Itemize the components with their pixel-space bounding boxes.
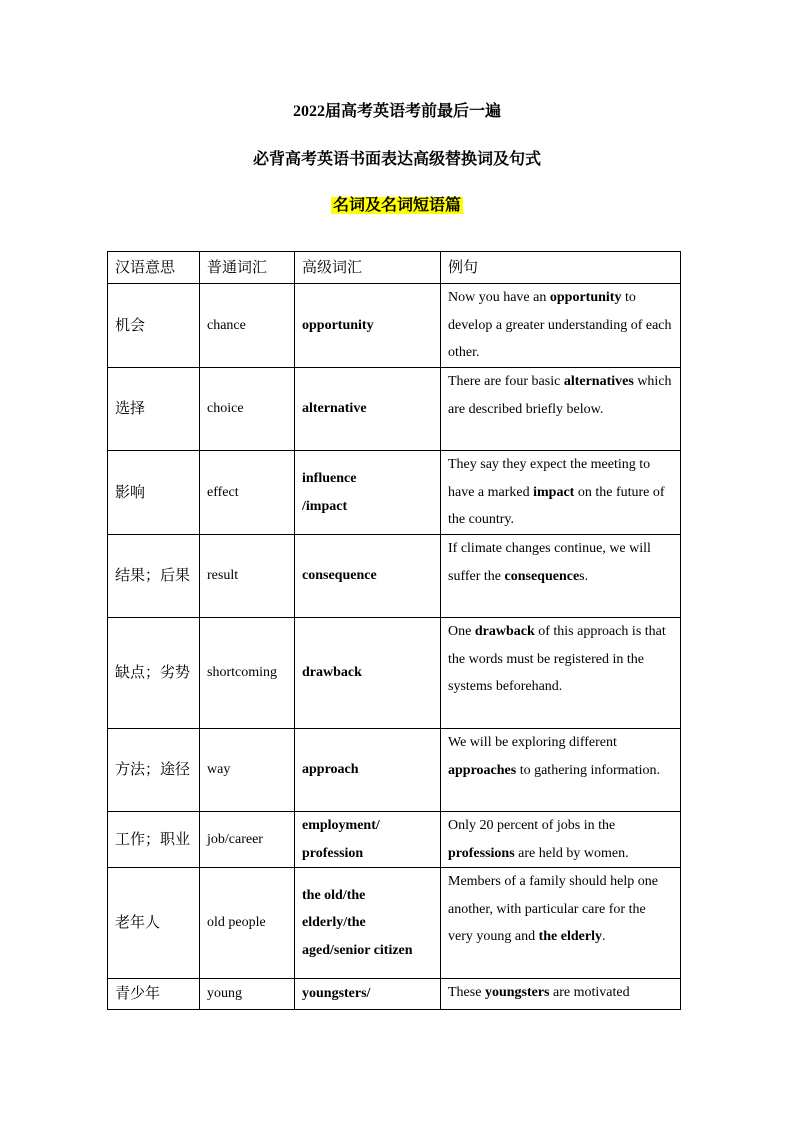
advanced-word-part: profession — [302, 845, 364, 861]
example-sentence — [441, 451, 681, 535]
example-text: of this approach is that the words must be registered in the systems beforehand. — [448, 624, 666, 694]
document-subtitle: 必背高考英语书面表达高级替换词及句式 — [252, 151, 541, 168]
example-text: are motivated — [549, 985, 630, 1000]
advanced-word-part: youngsters/ — [302, 986, 371, 1002]
common-word: result — [200, 535, 295, 618]
table-row — [108, 368, 681, 451]
common-word: shortcoming — [200, 618, 295, 729]
table-header-row — [108, 252, 681, 284]
chinese-meaning: 方法；途径 — [108, 729, 200, 812]
table-row — [108, 979, 681, 1010]
example-sentence — [441, 284, 681, 368]
example-text: Members of a family should help one another, with particular care for the very young and — [448, 874, 658, 944]
example-text: If climate changes continue, we will suffer the — [448, 541, 651, 584]
chinese-meaning: 缺点；劣势 — [108, 618, 200, 729]
chinese-meaning: 选择 — [108, 368, 200, 451]
common-word: choice — [200, 368, 295, 451]
advanced-word-part: consequence — [302, 568, 377, 584]
example-sentence — [441, 979, 681, 1010]
table-row — [108, 535, 681, 618]
example-sentence — [441, 729, 681, 812]
example-text: are held by women. — [514, 845, 629, 861]
advanced-word-part: aged/senior citizen — [302, 942, 413, 958]
chinese-meaning: 老年人 — [108, 868, 200, 979]
example-keyword: impact — [533, 484, 575, 500]
example-keyword: opportunity — [549, 290, 622, 305]
example-sentence — [441, 368, 681, 451]
advanced-word-part: employment/ — [302, 818, 380, 833]
common-word: effect — [200, 451, 295, 535]
example-keyword: professions — [448, 845, 515, 861]
common-word: old people — [200, 868, 295, 979]
example-text: Only 20 percent of jobs in the — [448, 818, 616, 833]
example-text: One — [448, 624, 475, 639]
advanced-word-part: drawback — [302, 665, 362, 681]
header-common-word: 普通词汇 — [200, 252, 295, 284]
advanced-word-part: opportunity — [302, 317, 374, 333]
example-keyword: consequence — [504, 568, 580, 584]
example-sentence — [441, 868, 681, 979]
header-example: 例句 — [441, 252, 681, 284]
advanced-word — [295, 812, 441, 868]
advanced-word-part: approach — [302, 762, 359, 778]
example-text: We will be exploring different — [448, 735, 617, 750]
section-title-highlight: 名词及名词短语篇 — [332, 197, 461, 214]
document-title: 2022届高考英语考前最后一遍 — [292, 103, 501, 120]
advanced-word-part: elderly/the — [302, 915, 366, 931]
chinese-meaning: 机会 — [108, 284, 200, 368]
advanced-word — [295, 368, 441, 451]
table-row — [108, 284, 681, 368]
common-word: chance — [200, 284, 295, 368]
example-keyword: approaches — [448, 762, 517, 778]
advanced-word — [295, 451, 441, 535]
example-sentence — [441, 812, 681, 868]
header-chinese-meaning: 汉语意思 — [108, 252, 200, 284]
table-row — [108, 729, 681, 812]
advanced-word — [295, 729, 441, 812]
vocabulary-table — [107, 251, 681, 1010]
example-keyword: the elderly — [538, 929, 602, 944]
table-row — [108, 618, 681, 729]
example-text: to develop a greater understanding of each other. — [448, 290, 672, 360]
example-text: which are described briefly below. — [448, 374, 672, 417]
table-row — [108, 868, 681, 979]
advanced-word — [295, 868, 441, 979]
advanced-word — [295, 284, 441, 368]
example-text: on the future of the country. — [448, 484, 665, 527]
advanced-word-part: the old/the — [302, 887, 366, 903]
common-word: job/career — [200, 812, 295, 868]
example-text: Now you have an — [448, 290, 550, 305]
chinese-meaning: 影响 — [108, 451, 200, 535]
advanced-word — [295, 618, 441, 729]
example-keyword: alternatives — [563, 374, 634, 389]
example-sentence — [441, 535, 681, 618]
section-title — [0, 192, 794, 215]
advanced-word-part: influence — [302, 471, 357, 486]
table-row — [108, 812, 681, 868]
header-advanced-word: 高级词汇 — [295, 252, 441, 284]
common-word: young — [200, 979, 295, 1010]
example-text: . — [601, 929, 606, 944]
chinese-meaning: 青少年 — [108, 979, 200, 1010]
example-text: These — [448, 985, 485, 1000]
example-keyword: youngsters — [484, 985, 550, 1000]
example-sentence — [441, 618, 681, 729]
example-text: They say they expect the meeting to have a marked — [448, 457, 651, 500]
advanced-word — [295, 535, 441, 618]
example-text: s. — [579, 568, 589, 584]
table-row — [108, 451, 681, 535]
advanced-word-part: /impact — [302, 498, 348, 514]
advanced-word — [295, 979, 441, 1010]
example-text: There are four basic — [448, 374, 564, 389]
advanced-word-part: alternative — [302, 401, 367, 417]
example-keyword: drawback — [474, 624, 535, 639]
common-word: way — [200, 729, 295, 812]
example-text: to gathering information. — [516, 762, 661, 778]
chinese-meaning: 工作；职业 — [108, 812, 200, 868]
chinese-meaning: 结果；后果 — [108, 535, 200, 618]
